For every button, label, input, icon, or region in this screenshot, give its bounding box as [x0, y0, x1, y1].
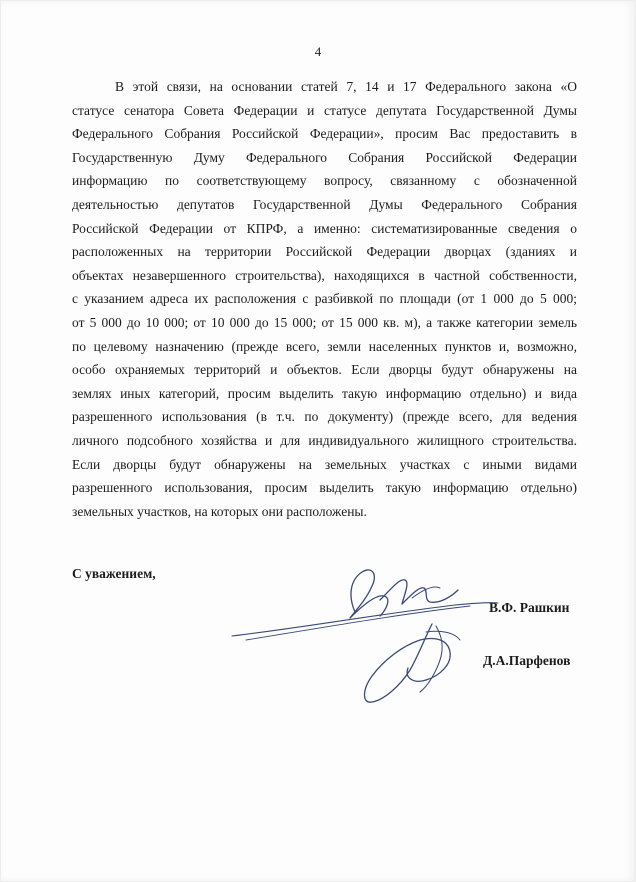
body-line: землях иных категорий, просим выделить такую информацию отдельно) и вида	[72, 385, 577, 401]
body-line: В этой связи, на основании статей 7, 14 и 17 Федерального закона «О	[115, 79, 577, 94]
body-line: личного подсобного хозяйства и для индивидуального жилищного строительства.	[72, 432, 577, 448]
page-number: 4	[314, 44, 322, 59]
body-line: от 5 000 до 10 000; от 10 000 до 15 000; от 15 000 кв. м), а также категории земель	[72, 314, 577, 330]
body-line: Российской Федерации от КПРФ, а именно: систематизированные сведения о	[72, 220, 577, 236]
body-line: Государственную Думу Федерального Собрания Российской Федерации	[72, 149, 577, 165]
body-line: расположенных на территории Российской Федерации дворцах (зданиях и	[72, 244, 577, 260]
body-line: информацию по соответствующему вопросу, связанному с обозначенной	[72, 173, 577, 189]
body-line: особо охраняемых территорий и объектов. Если дворцы будут обнаружены на	[72, 362, 577, 378]
body-line: по целевому назначению (прежде всего, земли населенных пунктов и, возможно,	[72, 338, 577, 354]
body-line: Если дворцы будут обнаружены на земельных участках с иными видами	[72, 456, 577, 472]
body-line: разрешенного использования (в т.ч. по документу) (прежде всего, для ведения	[72, 409, 577, 425]
body-line: земельных участков, на которых они расположены.	[72, 503, 367, 519]
body-line: Федерального Собрания Российской Федерации», просим Вас предоставить в	[72, 126, 577, 142]
letter-body	[72, 75, 577, 523]
closing-salutation: С уважением,	[72, 566, 156, 581]
body-line: статусе сенатора Совета Федерации и статусе депутата Государственной Думы	[72, 102, 577, 118]
body-line: деятельностью депутатов Государственной Думы Федерального Собрания	[72, 196, 577, 212]
signature-strokes	[232, 570, 498, 702]
body-line: объектах незавершенного строительства), находящихся в частной собственности,	[72, 267, 577, 283]
signer-name: В.Ф. Рашкин	[489, 600, 570, 615]
body-line: с указанием адреса их расположения с разбивкой по площади (от 1 000 до 5 000;	[72, 291, 577, 307]
body-line: разрешенного использования, просим выделить такую информацию отдельно)	[72, 480, 577, 496]
signer-name: Д.А.Парфенов	[483, 653, 571, 668]
